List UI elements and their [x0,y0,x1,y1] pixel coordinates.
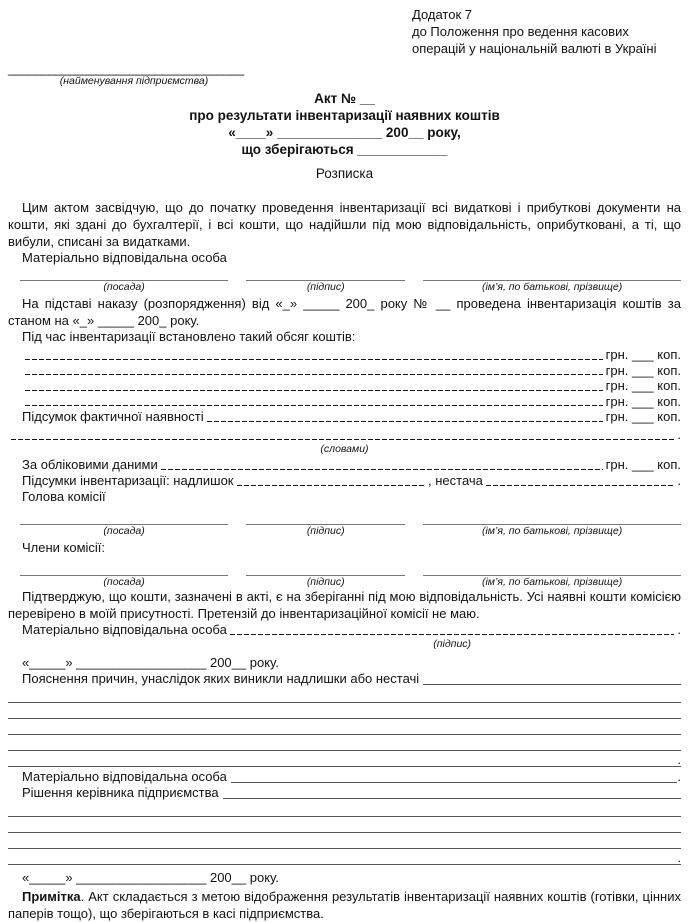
full-name-caption: (ім’я, по батькові, прізвище) [481,524,623,537]
blank-line [8,687,681,703]
responsible-line-2 [8,769,681,785]
shortage-label: , нестача [428,472,483,488]
blank-line [8,833,681,849]
manager-decision-line [8,785,681,801]
line-period: . [677,751,681,767]
line-period: . [677,768,681,784]
signature-rule [423,268,681,281]
appendix-line-2: до Положення про ведення касових [412,24,629,39]
date-line: «_____» __________________ 200__ року. [22,654,279,670]
amount-line [8,378,681,394]
receipt-heading: Розписка [315,166,374,181]
explanation-label: Пояснення причин, унаслідок яких виникли надлишки або нестачі [22,670,420,686]
blank-line [8,801,681,817]
currency-suffix: грн. ___ коп. [605,393,681,409]
position-caption: (посада) [103,524,145,537]
full-name-caption: (ім’я, по батькові, прізвище) [481,281,623,293]
signature-col-position [20,268,228,293]
appendix-line-3: операцій у національній валюті в Україні [412,41,657,56]
responsible-signature-blank [230,622,675,638]
act-subject-line: про результати інвентаризації наявних коштів [189,108,500,123]
responsible-person-label: Матеріально відповідальна особа [22,250,227,265]
accounting-data-blank [161,457,603,473]
responsible-signature-line [8,622,681,638]
currency-suffix: грн. ___ коп. [605,456,681,472]
position-caption: (посада) [103,281,145,293]
signature-rule [246,563,405,576]
signature-col-signature [246,512,405,537]
signature-caption: (підпис) [433,637,472,650]
amount-blank [25,394,603,410]
signature-row-responsible [8,268,681,293]
signature-caption: (підпис) [306,575,345,588]
signature-row-head [8,512,681,537]
blank-line [8,703,681,719]
signature-col-position [20,563,228,588]
amount-blank [25,347,603,363]
signature-row-members [8,563,681,588]
signature-rule [20,563,228,576]
signature-col-name [423,268,681,293]
inventory-results-line [8,473,681,489]
signature-rule [20,512,228,525]
commission-members-label: Члени комісії: [22,539,106,555]
actual-total-blank [207,409,603,425]
amount-line [8,363,681,379]
signature-rule [20,268,228,281]
act-storage-line: що зберігаються ____________ [241,142,448,157]
line-period: . [677,472,682,488]
signature-rule [423,563,681,576]
currency-suffix: грн. ___ коп. [605,347,681,362]
signature-col-signature [246,268,405,293]
company-name-blank: ___________________________________ [8,61,244,76]
total-in-words-line [8,427,681,443]
order-paragraph: На підставі наказу (розпорядження) від «_» _____ 200_ року № __ проведена інвентаризація коштів за станом на «_» _____ 200_ року. [8,296,681,328]
act-number-line: Акт № __ [314,91,375,106]
act-title-block [8,90,681,158]
in-words-caption: (словами) [320,442,369,455]
signature-caption: (підпис) [306,281,345,293]
explanation-line [8,671,681,687]
signature-col-signature [246,563,405,588]
blank-line [8,849,681,865]
surplus-blank [237,473,426,489]
currency-suffix: грн. ___ коп. [605,409,681,424]
line-period: . [677,849,681,865]
position-caption: (посада) [103,575,145,588]
blank-line [8,751,681,767]
amount-line [8,347,681,363]
date-line: «_____» __________________ 200__ року. [22,869,279,885]
explanation-blank [423,671,681,685]
signature-caption: (підпис) [306,524,345,537]
in-words-blank [11,427,674,443]
blank-line [8,735,681,751]
signature-col-position [20,512,228,537]
act-date-line: «____» ______________ 200__ року, [228,125,461,140]
actual-total-line [8,409,681,425]
commission-head-label: Голова комісії [22,488,106,504]
signature-rule [246,268,405,281]
signature-col-name [423,563,681,588]
amount-blank [25,378,603,394]
manager-decision-label: Рішення керівника підприємства [22,784,219,800]
accounting-data-label: За обліковими даними [22,456,158,472]
currency-suffix: грн. ___ коп. [605,378,681,393]
currency-suffix: грн. ___ коп. [605,362,681,378]
receipt-paragraph: Цим актом засвідчую, що до початку проведення інвентаризації всі видаткові і прибуткові документи на кошти, які здані до бухгалтерії, і всі кошти, що надійшли під мою відповідальність, оприбутковані, а ті, що вибули, списані за видатками. [8,200,681,249]
amount-line [8,394,681,410]
responsible-blank [231,769,678,783]
responsible-person-label: Матеріально відповідальна особа [22,768,227,784]
note-paragraph [8,888,681,922]
line-period: . [677,621,681,637]
appendix-line-1: Додаток 7 [412,7,472,22]
signature-col-name [423,512,681,537]
actual-total-label: Підсумок фактичної наявності [22,409,204,424]
manager-decision-blank [223,785,681,799]
signature-rule [246,512,405,525]
full-name-caption: (ім’я, по батькові, прізвище) [481,575,623,588]
signature-rule [423,512,681,525]
appendix-block [412,6,681,57]
accounting-data-line [8,457,681,473]
blank-line [8,817,681,833]
responsible-person-label: Матеріально відповідальна особа [22,621,227,637]
line-period: . [677,426,681,442]
blank-line [8,719,681,735]
note-label: Примітка [22,888,81,904]
company-name-caption: (найменування підприємства) [59,75,209,87]
amount-blank [25,363,603,379]
confirmation-paragraph: Підтверджую, що кошти, зазначені в акті, є на зберіганні під мою відповідальність. Усі наявні кошти комісією перевірено в моїй присутності. Претензій до інвентаризаційної комісії не маю. [8,588,681,621]
note-text: . Акт складається з метою відображення результатів інвентаризації наявних коштів (готівки, цінних паперів тощо), що зберігаються в касі підприємства. [8,888,681,921]
results-prefix: Підсумки інвентаризації: надлишок [22,472,234,488]
company-name-block [8,63,260,87]
shortage-blank [486,473,675,489]
scope-intro: Під час інвентаризації встановлено такий обсяг коштів: [22,329,356,344]
